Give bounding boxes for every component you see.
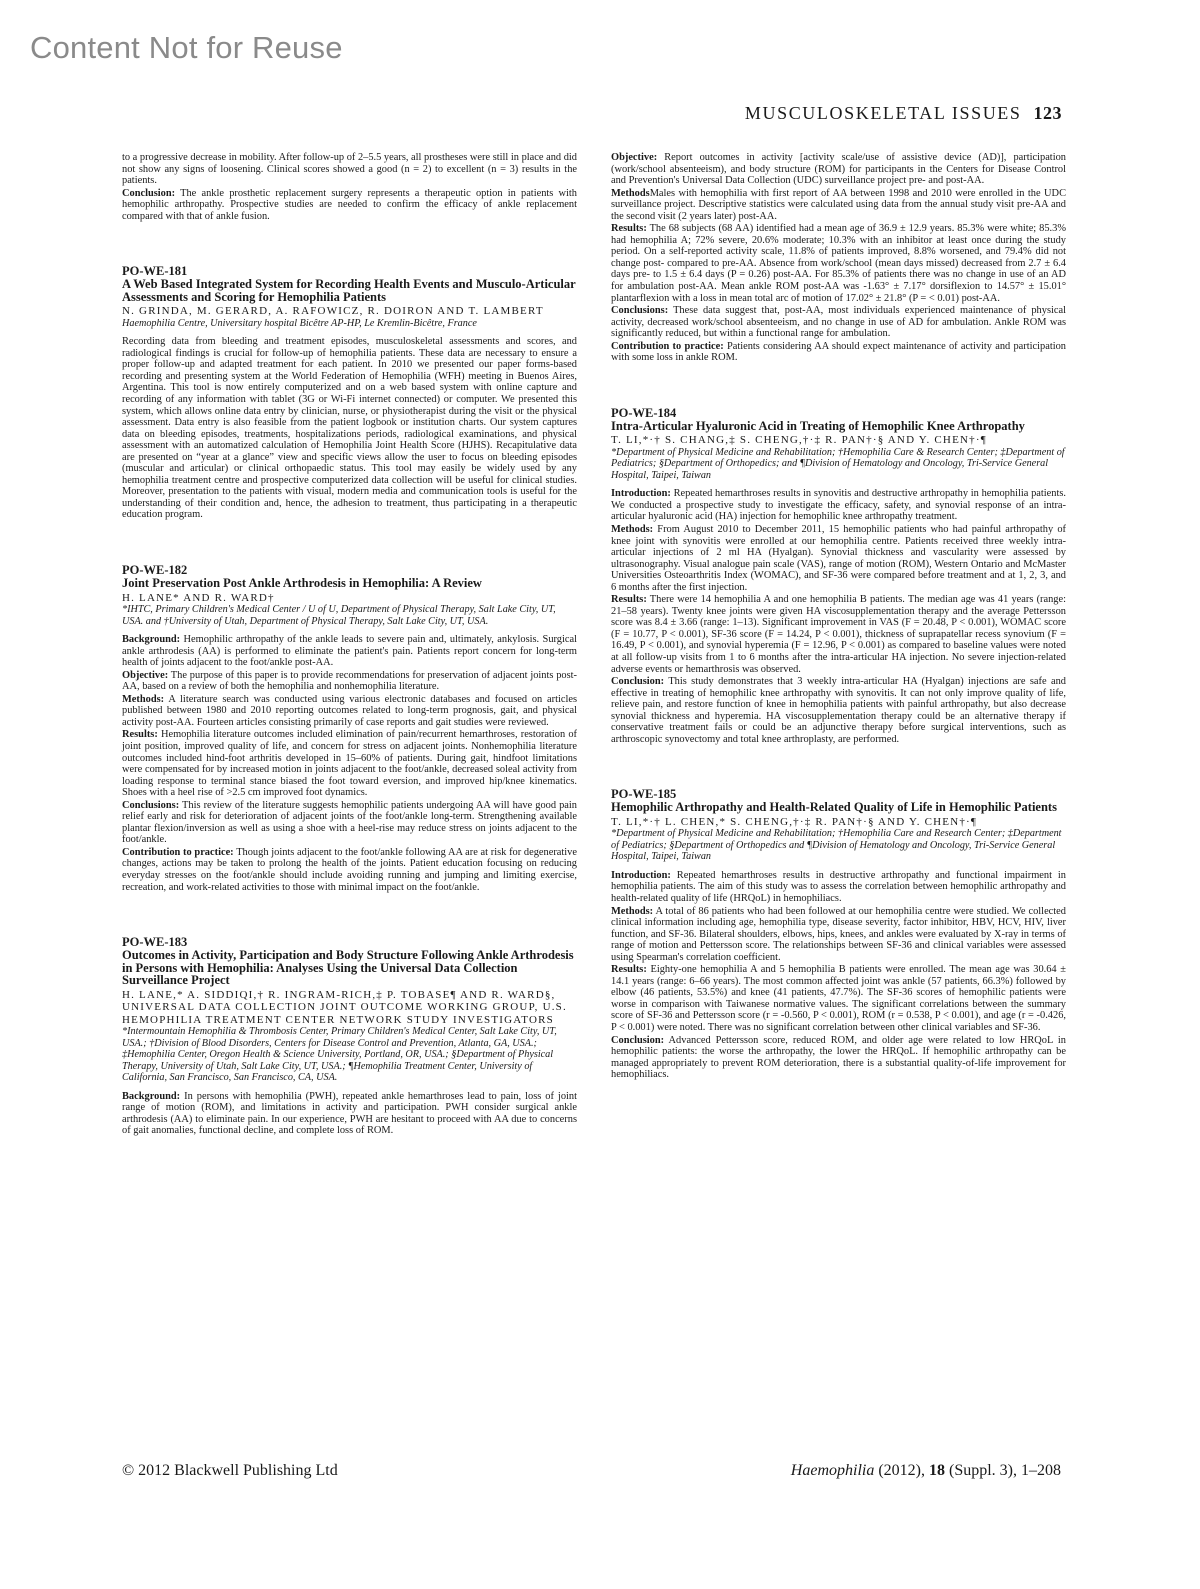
label: Background:: [122, 1090, 181, 1102]
abstract-title: Joint Preservation Post Ankle Arthrodesis in Hemophilia: A Review: [122, 576, 482, 591]
abstract-id: PO-WE-185: [611, 787, 677, 802]
text: This study demonstrates that 3 weekly intra-articular HA (Hyalgan) injections are safe and effective in treating of hemophilic knee arthropathy with synovitis. It can not only improve quality of life, relieve pain, and restore function of knee in hemophilia patients with painful arthropathy, but also decrease synovial thickness and hyperemia. HA viscosupplementation therapy could be an alternative therapy if conservative treatment fails or could be an adjunctive therapy before surgical interventions, such as arthroscopic synovectomy and total knee arthroplasty, are performed.: [611, 676, 1066, 745]
abstract-id: PO-WE-181: [122, 264, 188, 279]
running-head: [745, 103, 1062, 124]
text: Hemophilic arthropathy of the ankle leads to severe pain and, ultimately, ankylosis. Surgical ankle arthrodesis (AA) is performed to eliminate the patient's pain. Patients report concern for long-term health of joints adjacent to the foot/ankle post-AA.: [122, 634, 577, 669]
abstract-po-we-182: [122, 564, 577, 893]
abstract-po-we-185: [611, 788, 1066, 1080]
text: Report outcomes in activity [activity scale/use of assistive device (AD)], participation (work/school absenteeism), and body structure (ROM) for participants in the Centers for Disease Control and Prevention's Universal Data Collection (UDC) surveillance project pre- and post-AA.: [611, 152, 1066, 187]
abstract-contribution: [122, 847, 577, 893]
abstract-po-we-184: [611, 407, 1066, 746]
text: A total of 86 patients who had been followed at our hemophilia centre were studied. We collected clinical information including age, hemophilia type, disease severity, factor inhibitor, HBV, HCV, HIV, liver function, and SF-36. Bilateral shoulders, elbows, hips, knees, and ankles were evaluated by X-ray in terms of range of motion and Pettersson score. The relationships between SF-36 and clinical variables were assessed using Spearman's correlation coefficient.: [611, 905, 1066, 963]
abstract-affiliation: *IHTC, Primary Children's Medical Center / U of U, Department of Physical Therapy, Salt Lake City, UT, USA. and †University of Utah, Department of Physical Therapy, Salt Lake City, UT, USA.: [122, 604, 556, 627]
label: Introduction:: [611, 869, 671, 881]
text: From August 2010 to December 2011, 15 hemophilic patients who had painful arthropathy of knee joint with synovitis were enrolled at our hemophilia centre. Patients received three weekly intra-articular injections of 2 ml HA (Hyalgan). Synovial thickness and vascularity were assessed by ultrasonography. Visual analogue pain scale (VAS), range of motion (ROM), Western Ontario and McMaster Universities Osteoarthritis Index (WOMAC), and SF-36 were compared before treatment and at 1, 2, 3, and 6 months after the first injection.: [611, 523, 1066, 593]
abstract-authors: T. LI,*·† S. CHANG,‡ S. CHENG,†·‡ R. PAN†·§ AND Y. CHEN†·¶: [611, 434, 987, 447]
text: Repeated hemarthroses results in synovitis and destructive arthropathy in hemophilia patients. We conducted a prospective study to investigate the efficacy, safety, and synovial response of an intra-articular hyaluronic acid (HA) injection for hemophilic knee arthropathy treatment.: [611, 488, 1066, 523]
abstract-authors: H. LANE,* A. SIDDIQI,† R. INGRAM-RICH,‡ P. TOBASE¶ AND R. WARD§, UNIVERSAL DATA COLLECTION JOINT OUTCOME WORKING GROUP, U.S. HEMOPHILIA TREATMENT CENTER NETWORK STUDY INVESTIGATORS: [122, 988, 567, 1026]
label: Methods:: [611, 905, 654, 917]
right-column: [611, 152, 1066, 1082]
abstract-methods: [611, 906, 1066, 964]
abstract-affiliation: *Department of Physical Medicine and Rehabilitation; †Hemophilia Care and Research Center; ‡Department of Pediatrics; §Department of Orthopedics and ¶Division of Hematology and Oncology, Tri-Service General Hospital, Taipei, Taiwan: [611, 828, 1062, 863]
text: In persons with hemophilia (PWH), repeated ankle hemarthroses lead to pain, loss of joint range of motion (ROM), and limitations in activity and participation. PWH consider surgical ankle arthrodesis (AA) to eliminate pain. In our experience, PWH are hesitant to proceed with AA due to concerns of gait anomalies, functional decline, and complete loss of ROM.: [122, 1090, 577, 1137]
abstract-authors: N. GRINDA, M. GERARD, A. RAFOWICZ, R. DOIRON AND T. LAMBERT: [122, 305, 544, 318]
abstract-objective: [611, 152, 1066, 187]
abstract-authors: T. LI,*·† L. CHEN,* S. CHENG,†·‡ R. PAN†·§ AND Y. CHEN†·¶: [611, 815, 978, 828]
watermark: Content Not for Reuse: [30, 30, 343, 65]
abstract-po-we-183-continued: [611, 152, 1066, 364]
abstract-results: [122, 729, 577, 798]
abstract-methods: [611, 188, 1066, 223]
section-title: MUSCULOSKELETAL ISSUES: [744, 103, 1022, 123]
text: Though joints adjacent to the foot/ankle following AA are at risk for degenerative changes, actions may be taken to prolong the health of the joints. Patient education focusing on reducing everyday stresses on the foot/ankle should include avoiding running and jumping and limiting exercise, recreation, and work-related activities to those with minimal impact on the foot/ankle.: [122, 846, 577, 893]
label: Objective:: [122, 669, 169, 681]
journal-name: Haemophilia: [790, 1462, 875, 1479]
label: Methods:: [611, 523, 654, 535]
text: Patients considering AA should expect maintenance of activity and participation with some loss in ankle ROM.: [611, 340, 1066, 364]
abstract-methods: [611, 524, 1066, 593]
abstract-affiliation: *Department of Physical Medicine and Rehabilitation; †Hemophilia Care & Research Center; ‡Department of Pediatrics; §Department of Orthopedics; and ¶Division of Hematology and Oncology, Tri-Service General Hospital, Taipei, Taiwan: [611, 446, 1065, 481]
text: These data suggest that, post-AA, most individuals experienced maintenance of physical activity, decreased work/school absenteeism, and no change in use of AD for ambulation. Ankle ROM was significantly reduced, but within a functional range for ambulation.: [611, 305, 1066, 340]
continued-conclusion: [122, 188, 577, 223]
abstract-conclusions: [611, 305, 1066, 340]
abstract-title: Intra-Articular Hyaluronic Acid in Treating of Hemophilic Knee Arthropathy: [611, 418, 1025, 433]
journal-issue-pages: (Suppl. 3), 1–208: [949, 1462, 1061, 1479]
abstract-affiliation: Haemophilia Centre, Universitary hospital Bicêtre AP-HP, Le Kremlin-Bicêtre, France: [122, 317, 477, 329]
abstract-background: [122, 1091, 577, 1137]
label: Methods:: [122, 693, 165, 705]
text: Repeated hemarthroses results in destructive arthropathy and functional impairment in hemophilia patients. The aim of this study was to assess the correlation between hemophilic arthropathy and health-related quality of life (HRQoL) in hemophiliacs.: [611, 869, 1066, 904]
abstract-introduction: [611, 488, 1066, 523]
label: Conclusion:: [611, 1034, 665, 1046]
abstract-contribution: [611, 341, 1066, 364]
label: Background:: [122, 634, 181, 646]
left-column: [122, 152, 577, 1138]
abstract-id: PO-WE-183: [122, 935, 188, 950]
abstract-conclusion: [611, 1035, 1066, 1081]
label: Results:: [611, 964, 647, 976]
journal-year: (2012),: [878, 1462, 925, 1479]
abstract-affiliation: *Intermountain Hemophilia & Thrombosis Center, Primary Children's Medical Center, Salt Lake City, UT, USA.; †Division of Blood Disorders, Centers for Disease Control and Prevention, Atlanta, GA, USA.; ‡Hemophilia Center, Oregon Health & Science University, Portland, OR, USA.; §Department of Physical Therapy, University of Utah, Salt Lake City, UT, USA.; ¶Hemophilia Treatment Center, University of California, San Francisco, San Francisco, CA, USA.: [122, 1026, 557, 1084]
abstract-introduction: [611, 870, 1066, 905]
label: Methods: [611, 187, 650, 199]
abstract-id: PO-WE-184: [611, 405, 677, 420]
text: Eighty-one hemophilia A and 5 hemophilia B patients were enrolled. The mean age was 30.64 ± 14.1 years (range: 6–66 years). The most common affected joint was ankle (57 patients, 66.3%) followed by elbow (46 patients, 53.5%) and knee (41 patients, 47.7%). The SF-36 scores of hemophilic patients were worse in comparison with Taiwanese normative values. The significant correlations between the summary score of SF-36 and Pettersson score (r = -0.560, P < 0.001), ROM (r = 0.538, P < 0.001), and age (r = -0.426, P < 0.001) were noted. There was no significant correlation between other clinical variables and SF-36.: [611, 964, 1067, 1033]
abstract-id: PO-WE-182: [122, 563, 188, 578]
label: Objective:: [611, 152, 658, 163]
abstract-methods: [122, 694, 577, 729]
label: Conclusions:: [611, 305, 669, 317]
abstract-po-we-183: [122, 936, 577, 1137]
text: There were 14 hemophilia A and one hemophilia B patients. The median age was 41 years (range: 21–58 years). Twenty knee joints were given HA viscosupplementation therapy and the average Pettersson score was 8.4 ± 3.66 (range: 1–13). Significant improvement in VAS (F = 20.48, P < 0.001), WOMAC score (F = 10.77, P < 0.001), SF-36 score (F = 14.24, P < 0.001), thickness of suprapatellar recess synovium (F = 16.49, P < 0.001), and synovial hyperemia (F = 12.96, P < 0.001) as compared to baseline values were noted at all follow-up visits from 1 to 6 months after the intra-articular HA injection. No severe injection-related adverse events or hemarthrosis was observed.: [611, 594, 1066, 675]
abstract-title: Outcomes in Activity, Participation and Body Structure Following Ankle Arthrodesis in Persons with Hemophilia: Analyses Using the Universal Data Collection Surveillance Project: [122, 948, 574, 988]
copyright-footer: © 2012 Blackwell Publishing Ltd: [122, 1462, 338, 1479]
label: Results:: [611, 223, 647, 235]
abstract-conclusion: [611, 676, 1066, 745]
text: Advanced Pettersson score, reduced ROM, and older age were related to low HRQoL in hemophilic patients: the worse the arthropathy, the lower the HRQoL. If hemophilic arthropathy can be managed appropriately to prevent ROM deterioration, there is a substantial quality-of-life improvement for hemophiliacs.: [611, 1034, 1066, 1081]
label: Conclusions:: [122, 799, 180, 811]
label: Introduction:: [611, 488, 671, 500]
abstract-objective: [122, 670, 577, 693]
label: Results:: [122, 729, 158, 741]
abstract-authors: H. LANE* AND R. WARD†: [122, 591, 275, 604]
journal-volume: 18: [929, 1462, 945, 1479]
text: The 68 subjects (68 AA) identified had a mean age of 36.9 ± 12.9 years. 85.3% were white; 85.3% had hemophilia A; 72% severe, 20.6% moderate; 10.3% with an inhibitor at least once during the study period. On a self-reported activity scale, 11.8% of patients improved, 8.8% worsened, and 79.4% did not change post- compared to pre-AA. Absence from work/school (mean days missed) decreased from 2.7 ± 6.4 days pre- to 1.5 ± 6.4 days (P = 0.26) post-AA. For 85.3% of patients there was no change in use of an AD for ambulation post-AA. Mean ankle ROM post-AA was -1.63° ± 7.17° dorsiflexion to 14.57° ± 15.01° plantarflexion with a loss in mean total arc of motion of 17.02° ± 21.8° (P = < 0.01) post-AA.: [611, 223, 1066, 304]
label: Conclusion:: [122, 187, 176, 199]
abstract-conclusions: [122, 800, 577, 846]
abstract-results: [611, 964, 1066, 1033]
text: Hemophilia literature outcomes included elimination of pain/recurrent hemarthroses, restoration of joint position, improved quality of life, and concern for stress on adjacent joints. Nonhemophilia literature outcomes included hind-foot arthritis developed in 15–60% of patients. During gait, hindfoot limitations were compensated for by increased motion in joints adjacent to the foot/ankle, decreased soleal activity from loading response to terminal stance biased the foot toward eversion, and improved hip/knee kinematics. Shoes with a heel rise of >2.5 cm improved foot dynamics.: [122, 729, 577, 799]
continued-paragraph: to a progressive decrease in mobility. After follow-up of 2–5.5 years, all prostheses were still in place and did not show any signs of loosening. Clinical scores showed a good (n = 2) to excellent (n = 3) results in the patients.: [122, 152, 577, 187]
label: Contribution to practice:: [611, 340, 724, 352]
abstract-title: Hemophilic Arthropathy and Health-Related Quality of Life in Hemophilic Patients: [611, 800, 1057, 815]
abstract-po-we-181: [122, 265, 577, 521]
text: Males with hemophilia with first report of AA between 1998 and 2010 were enrolled in the UDC surveillance project. Descriptive statistics were calculated using data from the annual study visit pre-AA and the second visit (2 years later) post-AA.: [611, 187, 1066, 222]
text: The ankle prosthetic replacement surgery represents a therapeutic option in patients with hemophilic arthropathy. Prospective studies are needed to confirm the efficacy of ankle replacement compared with that of ankle fusion.: [122, 187, 577, 222]
abstract-body: Recording data from bleeding and treatment episodes, musculoskeletal assessments and scores, and radiological findings is crucial for follow-up of hemophilia patients. These data are necessary to ensure a proper follow-up and adapted treatment for each patient. In 2010 we presented our paper forms-based recording and presenting system at the World Federation of Hemophilia (WFH) meeting in Buenos Aires, Argentina. This tool is now entirely computerized and on a web based system with online capture and recording of any information with tablet (3G or Wi-Fi internet connected) or computer. We presented this system, which allows online data entry by clinician, nurse, or physiotherapist during the visit or the physical assessment. Data entry is also feasible from the patient logbook or institution charts. Our system captures data on bleeding episodes, treatments, hospitalizations periods, radiological examinations, and physical assessment with an automatized calculation of Hemophilia Joint Health Score (HJHS). Recapitulative data are presented on “year at a glance” view and specific views allow the user to focus on bleeding episodes (muscular and articular) or clinical orthopaedic status. This tool may easily be widely used by any hemophilia treatment centre and prospective computerized data collection will be useful for clinical studies. Moreover, presentation to the patients with visual, modern media and communication tools is useful for the understanding of their condition and, hence, the adhesion to treatment, thus participating in a therapeutic education program.: [122, 336, 577, 521]
label: Contribution to practice:: [122, 846, 234, 858]
journal-citation: [791, 1462, 1061, 1480]
page-number: 123: [1033, 103, 1062, 123]
label: Conclusion:: [611, 676, 665, 688]
text: The purpose of this paper is to provide recommendations for preservation of adjacent joints post-AA, based on a review of both the hemophilia and nonhemophilia literature.: [122, 669, 577, 693]
abstract-results: [611, 594, 1066, 675]
label: Results:: [611, 594, 647, 606]
abstract-background: [122, 634, 577, 669]
text: A literature search was conducted using various electronic databases and focused on articles published between 1980 and 2010 reporting outcomes related to long-term prognosis, gait, and physical activity post-AA. Fourteen articles consisting primarily of case reports and gait studies were reviewed.: [122, 693, 577, 728]
text: This review of the literature suggests hemophilic patients undergoing AA will have good pain relief early and risk for deterioration of adjacent joints of the foot/ankle long-term. Strengthening available plantar flexion/inversion as well as using a shoe with a heel-rise may reduce stress on joints adjacent to the foot/ankle.: [122, 799, 577, 846]
abstract-results: [611, 223, 1066, 304]
abstract-title: A Web Based Integrated System for Recording Health Events and Musculo-Articular Assessments and Scoring for Hemophilia Patients: [122, 277, 576, 304]
